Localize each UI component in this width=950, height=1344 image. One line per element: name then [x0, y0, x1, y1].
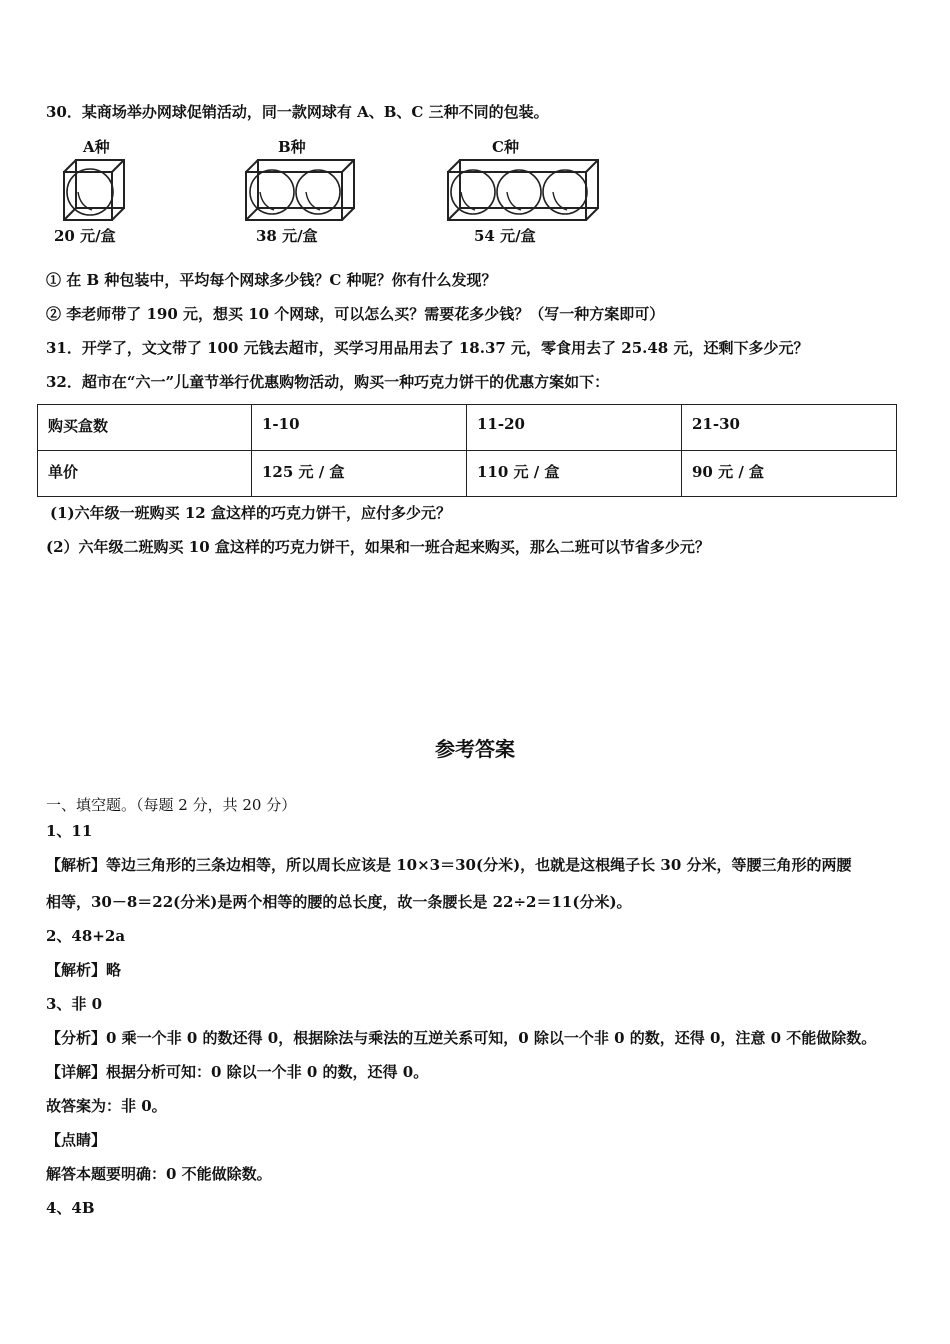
box-c-price: 54 元/盒 — [474, 227, 536, 245]
box-b-figure — [238, 134, 368, 246]
table-cell: 11-20 — [467, 405, 682, 451]
q30-sub2: ② 李老师带了 190 元，想买 10 个网球，可以怎么买？需要花多少钱？（写一种方案即可） — [46, 305, 665, 323]
answer-1-explanation-2: 相等，30－8＝22(分米)是两个相等的腰的总长度，故一条腰长是 22÷2＝11(分米)。 — [46, 893, 632, 911]
table-row — [38, 405, 897, 451]
box-a-figure — [50, 134, 150, 246]
table-cell: 单价 — [38, 451, 252, 497]
box-a-price: 20 元/盒 — [54, 227, 116, 245]
box-b-price: 38 元/盒 — [256, 227, 318, 245]
answer-3: 3、非 0 — [46, 995, 103, 1013]
table-cell: 90 元 / 盒 — [682, 451, 897, 497]
q32-sub2: (2）六年级二班购买 10 盒这样的巧克力饼干，如果和一班合起来购买，那么二班可以节省多少元？ — [46, 538, 710, 556]
answers-heading: 参考答案 — [435, 737, 515, 761]
q31-text: 31．开学了，文文带了 100 元钱去超市，买学习用品用去了 18.37 元，零食用去了 25.48 元，还剩下多少元？ — [46, 339, 809, 357]
table-cell: 1-10 — [252, 405, 467, 451]
answer-2-explanation: 【解析】略 — [46, 961, 122, 979]
answer-3-detail: 【详解】根据分析可知：0 除以一个非 0 的数，还得 0。 — [46, 1063, 429, 1081]
q30-sub1: ① 在 B 种包装中，平均每个网球多少钱？C 种呢？你有什么发现？ — [46, 271, 497, 289]
answer-1: 1、11 — [46, 822, 93, 840]
answer-3-point-text: 解答本题要明确：0 不能做除数。 — [46, 1165, 272, 1183]
box-a-title: A种 — [83, 138, 110, 156]
q30-text: 30．某商场举办网球促销活动，同一款网球有 A、B、C 三种不同的包装。 — [46, 103, 549, 121]
table-cell: 购买盒数 — [38, 405, 252, 451]
answer-2: 2、48+2a — [46, 927, 126, 945]
answer-3-answer: 故答案为：非 0。 — [46, 1097, 167, 1115]
table-cell: 21-30 — [682, 405, 897, 451]
answers-section: 一、填空题。（每题 2 分，共 20 分） — [46, 796, 297, 814]
answer-3-analysis: 【分析】0 乘一个非 0 的数还得 0，根据除法与乘法的互逆关系可知，0 除以一个非 0 的数，还得 0，注意 0 不能做除数。 — [46, 1029, 877, 1047]
box-c-figure — [440, 134, 610, 246]
table-cell: 125 元 / 盒 — [252, 451, 467, 497]
box-b-title: B种 — [278, 138, 306, 156]
table-cell: 110 元 / 盒 — [467, 451, 682, 497]
price-table — [37, 404, 897, 497]
table-row — [38, 451, 897, 497]
box-c-title: C种 — [492, 138, 519, 156]
answer-4: 4、4B — [46, 1199, 95, 1217]
q32-text: 32．超市在“六一”儿童节举行优惠购物活动，购买一种巧克力饼干的优惠方案如下： — [46, 373, 610, 391]
answer-1-explanation-1: 【解析】等边三角形的三条边相等，所以周长应该是 10×3＝30(分米)，也就是这根绳子长 30 分米，等腰三角形的两腰 — [46, 856, 852, 874]
answer-3-point: 【点睛】 — [46, 1131, 107, 1149]
q32-sub1: (1)六年级一班购买 12 盒这样的巧克力饼干，应付多少元？ — [50, 504, 451, 522]
